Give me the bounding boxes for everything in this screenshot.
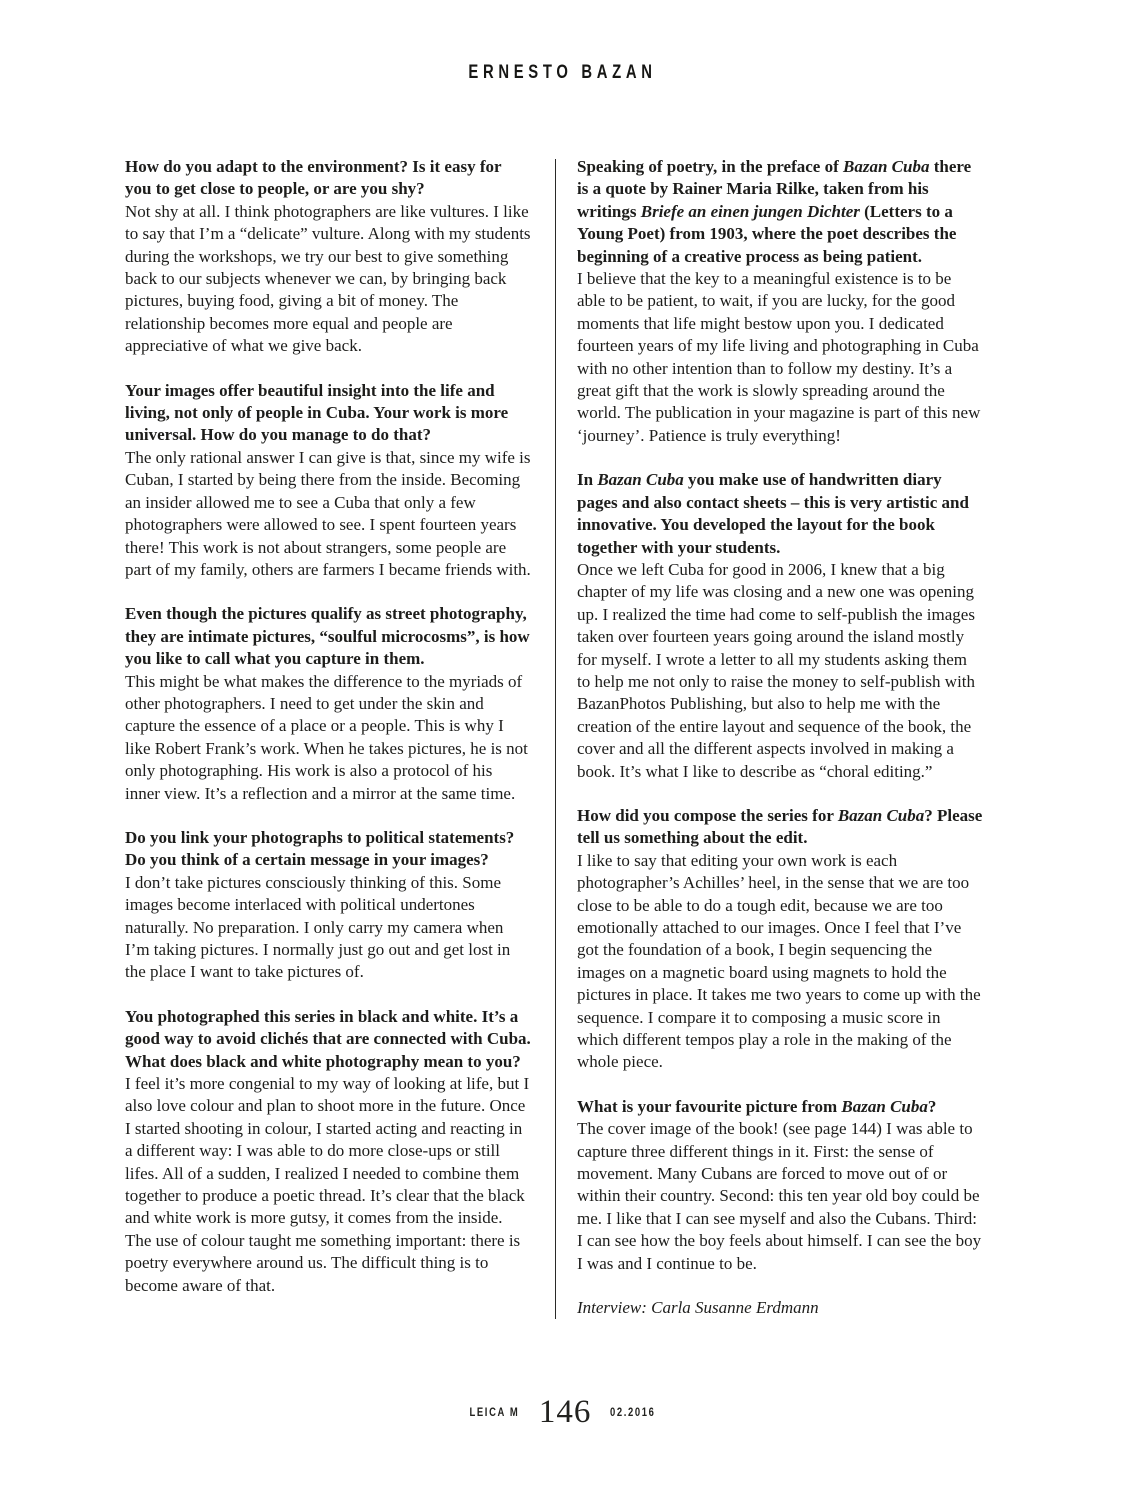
- page-number: 146: [538, 1394, 592, 1430]
- interview-question: [125, 1006, 531, 1073]
- qa-block: [125, 380, 531, 582]
- question-text: Speaking of poetry, in the preface of: [577, 157, 844, 176]
- interview-question: [125, 827, 531, 872]
- book-title-text: Bazan Cuba: [597, 470, 684, 490]
- issue-date: 02.2016: [610, 1406, 656, 1419]
- interview-answer: I like to say that editing your own work is each photographer’s Achilles’ heel, in the sense that we are too close to be able to do a tough edit, because we are too emotionally attached to our images. Once I feel that I’ve got the foundation of a book, I begin sequencing the images on a magnetic board using magnets to hold the pictures in place. It takes me two years to come up with the sequence. I compare it to composing a music score in which different tempos play a role in the making of the whole piece.: [577, 850, 981, 1072]
- question-text: you make use of handwritten diary pages and also contact sheets – this is very artistic and innovative. You developed the layout for the book together with your students.: [577, 470, 969, 557]
- question-text: Your images offer beautiful insight into the life and living, not only of people in Cuba. Your work is more universal. How do you manage to do that?: [125, 380, 509, 445]
- page-title: ERNESTO BAZAN: [468, 62, 657, 83]
- question-text: (Letters to a Young Poet) from 1903, where the poet describes the beginning of a creative process as being patient.: [577, 201, 957, 266]
- book-title-text: Bazan Cuba: [843, 157, 930, 176]
- interview-answer: I believe that the key to a meaningful existence is to be able to be patient, to wait, if you are lucky, for the good moments that life might bestow upon you. I dedicated fourteen years of my life living and photographing in Cuba with no other intention than to follow my destiny. It’s a great gift that the work is slowly spreading around the world. The publication in your magazine is part of this new ‘journey’. Patience is truly everything!: [577, 269, 981, 445]
- book-title-text: Briefe an einen jungen Dichter: [640, 201, 860, 221]
- qa-block: [125, 1006, 531, 1297]
- interview-question: [577, 1096, 983, 1118]
- interview-answer: This might be what makes the difference to the myriads of other photographers. I need to get under the skin and capture the essence of a place or a people. This is why I like Robert Frank’s work. When he takes pictures, he is not only photographing. His work is also a protocol of his inner view. It’s a reflection and a mirror at the same time.: [125, 671, 528, 803]
- qa-block: [577, 805, 983, 1074]
- qa-block: [577, 156, 983, 447]
- interview-answer: Not shy at all. I think photographers are like vultures. I like to say that I’m a “delicate” vulture. Along with my students during the workshops, we try our best to give something back to our subjects whenever we can, by bringing back pictures, buying food, giving a bit of money. The relationship becomes more equal and people are appreciative of what we give back.: [125, 201, 531, 356]
- interview-question: [125, 603, 531, 670]
- question-text: Even though the pictures qualify as street photography, they are intimate pictures, “soulful microcosms”, is how you like to call what you capture in them.: [125, 604, 530, 669]
- interview-answer: I don’t take pictures consciously thinking of this. Some images become interlaced with political undertones naturally. No preparation. I only carry my camera when I’m taking pictures. I normally just go out and get lost in the place I want to take pictures of.: [125, 872, 511, 982]
- question-text: How do you adapt to the environment? Is it easy for you to get close to people, or are you shy?: [125, 157, 502, 199]
- question-text: How did you compose the series for: [577, 805, 838, 825]
- qa-block: [125, 603, 531, 805]
- qa-block: [577, 469, 983, 783]
- interview-credit: Interview: Carla Susanne Erdmann: [577, 1298, 819, 1318]
- question-text: Do you link your photographs to political statements? Do you think of a certain message in your images?: [125, 827, 515, 870]
- interview-question: [577, 805, 983, 850]
- magazine-name: LEICA M: [469, 1406, 520, 1419]
- qa-block: [577, 1096, 983, 1275]
- qa-block: [125, 156, 531, 358]
- book-title-text: Bazan Cuba: [837, 805, 925, 825]
- interview-question: [577, 156, 983, 268]
- interview-question: [125, 380, 531, 447]
- left-column: [125, 156, 531, 1297]
- question-text: What is your favourite picture from: [577, 1096, 842, 1116]
- interview-answer: The cover image of the book! (see page 144) I was able to capture three different things in it. First: the sense of movement. Many Cubans are forced to move out of or within their country. Second: this ten year old boy could be me. I like that I can see myself and also the Cubans. Third: I can see how the boy feels about himself. I can see the boy I was and I continue to be.: [577, 1119, 982, 1273]
- interview-answer: The only rational answer I can give is that, since my wife is Cuban, I started by being there from the inside. Becoming an insider allowed me to see a Cuba that only a few photographers were allowed to see. I spent fourteen years there! This work is not about strangers, some people are part of my family, others are farmers I became friends with.: [125, 447, 531, 579]
- interview-answer: Once we left Cuba for good in 2006, I knew that a big chapter of my life was closing and a new one was opening up. I realized the time had come to self-publish the images taken over fourteen years going around the island mostly for myself. I wrote a letter to all my students asking them to help me not only to raise the money to self-publish with BazanPhotos Publishing, but also to help me with the creation of the entire layout and sequence of the book, the cover and all the different aspects involved in making a book. It’s what I like to describe as “choral editing.”: [577, 559, 976, 781]
- question-text: You photographed this series in black and white. It’s a good way to avoid clichés that are connected with Cuba. What does black and white photography mean to you?: [125, 1006, 531, 1071]
- question-text: there is a quote by Rainer Maria Rilke, taken from his writings: [577, 157, 972, 221]
- column-divider: [555, 159, 556, 1319]
- interview-question: [577, 469, 983, 559]
- page-footer: [0, 1394, 1125, 1431]
- interview-answer: I feel it’s more congenial to my way of looking at life, but I also love colour and plan to shoot more in the future. Once I started shooting in colour, I started acting and reacting in a different way: I was able to do more close-ups or still lifes. All of a sudden, I realized I needed to combine them together to produce a poetic thread. It’s clear that the black and white work is more gutsy, it comes from the inside. The use of colour taught me something important: there is poetry everywhere around us. The difficult thing is to become aware of that.: [125, 1074, 530, 1295]
- book-title-text: Bazan Cuba: [841, 1096, 928, 1116]
- article-columns: [125, 156, 985, 1320]
- question-text: ? Please tell us something about the edit.: [577, 805, 983, 848]
- qa-block: [125, 827, 531, 984]
- question-text: ?: [927, 1096, 937, 1116]
- interview-question: [125, 156, 531, 201]
- question-text: In: [577, 470, 598, 490]
- right-column: [577, 156, 983, 1320]
